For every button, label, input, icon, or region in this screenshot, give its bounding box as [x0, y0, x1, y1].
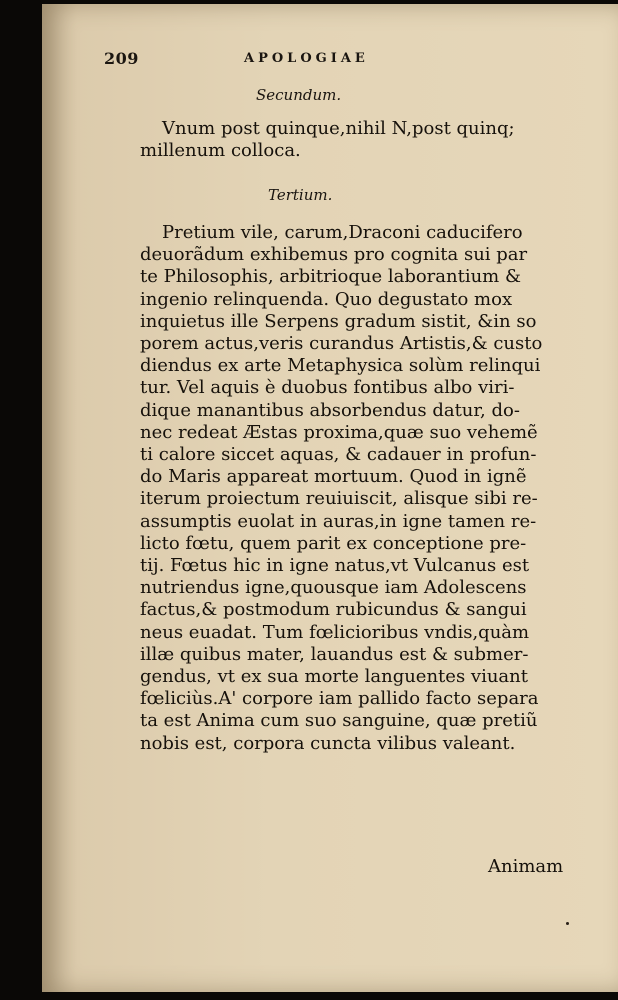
text-line: nec redeat Æstas proxima,quæ suo vehemẽ [140, 421, 538, 443]
section-heading-secundum: Secundum. [256, 86, 342, 104]
text-line: gendus, vt ex sua morte languentes viuant [140, 666, 528, 688]
text-line: neus euadat. Tum fœlicioribus vndis,quàm [140, 621, 530, 643]
text-line: nobis est, corpora cuncta vilibus valeant. [140, 732, 516, 754]
text-line: ingenio relinquenda. Quo degustato mox [140, 288, 513, 310]
text-line: licto fœtu, quem parit ex conceptione pre- [140, 532, 527, 554]
text-line: ti calore siccet aquas, & cadauer in profun- [140, 444, 537, 466]
text-line: Pretium vile, carum,Draconi caducifero [162, 222, 523, 243]
paragraph-tertium [140, 222, 580, 755]
text-line: te Philosophis, arbitrioque laborantium & [140, 266, 521, 288]
text-line: iterum proiectum reuiuiscit, alisque sibi re- [140, 488, 538, 510]
text-line: inquietus ille Serpens gradum sistit, &in so [140, 310, 537, 332]
page-number: 209 [104, 49, 139, 68]
paragraph-secundum [140, 118, 580, 162]
ink-spot [566, 922, 569, 925]
text-line: tij. Fœtus hic in igne natus,vt Vulcanus est [140, 555, 530, 577]
catchword: Animam [488, 856, 564, 877]
text-line: Vnum post quinque,nihil N,post quinq; [162, 118, 515, 139]
text-line: diendus ex arte Metaphysica solùm relinqui [140, 355, 541, 377]
text-line: ta est Anima cum suo sanguine, quæ pretiũ [140, 710, 538, 732]
page-header [104, 49, 524, 71]
text-line: tur. Vel aquis è duobus fontibus albo viri- [140, 377, 515, 399]
text-line: millenum colloca. [140, 140, 301, 162]
text-line: factus,& postmodum rubicundus & sangui [140, 599, 527, 621]
text-line: deuorãdum exhibemus pro cognita sui par [140, 244, 528, 266]
text-line: porem actus,veris curandus Artistis,& custo [140, 333, 543, 355]
running-head: APOLOGIAE [244, 51, 369, 66]
text-line: nutriendus igne,quousque iam Adolescens [140, 577, 527, 599]
section-heading-tertium: Tertium. [268, 186, 333, 204]
text-line: assumptis euolat in auras,in igne tamen re- [140, 510, 537, 532]
text-line: dique manantibus absorbendus datur, do- [140, 399, 520, 421]
text-line: fœliciùs.A' corpore iam pallido facto separa [140, 688, 539, 710]
text-line: illæ quibus mater, lauandus est & submer- [140, 643, 529, 665]
text-line: do Maris appareat mortuum. Quod in ignẽ [140, 466, 527, 488]
